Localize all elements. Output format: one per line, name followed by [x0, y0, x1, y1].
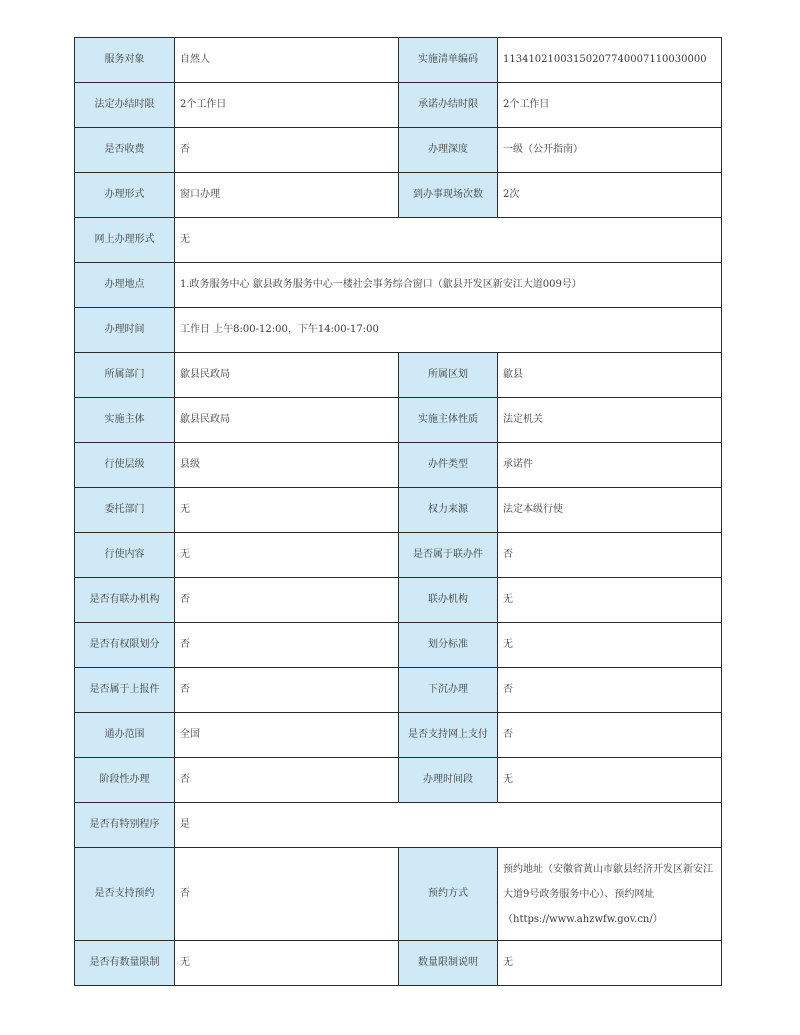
- table-row: [75, 488, 722, 533]
- table-row: [75, 713, 722, 758]
- field-value-has-division: 否: [175, 623, 399, 668]
- field-label-list-code: 实施清单编码: [399, 38, 498, 83]
- table-row: [75, 668, 722, 713]
- field-label-sink-handling: 下沉办理: [399, 668, 498, 713]
- field-label-special-procedure: 是否有特别程序: [75, 803, 175, 848]
- table-row: [75, 353, 722, 398]
- table-row: [75, 83, 722, 128]
- field-label-service-target: 服务对象: [75, 38, 175, 83]
- field-value-sink-handling: 否: [498, 668, 722, 713]
- field-value-depth: 一级（公开指南）: [498, 128, 722, 173]
- field-label-reservation: 是否支持预约: [75, 848, 175, 941]
- field-value-reservation: 否: [175, 848, 399, 941]
- field-value-has-joint-agency: 否: [175, 578, 399, 623]
- field-value-location: 1.政务服务中心 歙县政务服务中心一楼社会事务综合窗口（歙县开发区新安江大道009号）: [175, 263, 722, 308]
- field-value-division-standard: 无: [498, 623, 722, 668]
- table-row: [75, 128, 722, 173]
- field-label-staged: 阶段性办理: [75, 758, 175, 803]
- service-guide-table: [74, 37, 722, 986]
- field-label-level: 行使层级: [75, 443, 175, 488]
- field-label-handling-form: 办理形式: [75, 173, 175, 218]
- table-row: [75, 38, 722, 83]
- field-label-quantity-limit: 是否有数量限制: [75, 941, 175, 986]
- field-value-scope: 全国: [175, 713, 399, 758]
- table-row: [75, 398, 722, 443]
- field-value-handling-form: 窗口办理: [175, 173, 399, 218]
- field-label-joint-case: 是否属于联办件: [399, 533, 498, 578]
- table-row: [75, 941, 722, 986]
- field-value-level: 县级: [175, 443, 399, 488]
- table-row: [75, 308, 722, 353]
- field-value-implementer-nature: 法定机关: [498, 398, 722, 443]
- field-label-promised-time-limit: 承诺办结时限: [399, 83, 498, 128]
- field-value-service-target: 自然人: [175, 38, 399, 83]
- table-row: [75, 848, 722, 941]
- table-row: [75, 758, 722, 803]
- field-value-quantity-limit: 无: [175, 941, 399, 986]
- field-value-joint-case: 否: [498, 533, 722, 578]
- field-value-reservation-method: 预约地址（安徽省黄山市歙县经济开发区新安江大道9号政务服务中心）、预约网址（https://www.ahzwfw.gov.cn/）: [498, 848, 722, 941]
- field-label-has-division: 是否有权限划分: [75, 623, 175, 668]
- field-label-department: 所属部门: [75, 353, 175, 398]
- field-value-onsite-visits: 2次: [498, 173, 722, 218]
- field-value-joint-agency: 无: [498, 578, 722, 623]
- field-value-online-payment: 否: [498, 713, 722, 758]
- table-row: [75, 443, 722, 488]
- field-value-legal-time-limit: 2个工作日: [175, 83, 399, 128]
- field-label-scope: 通办范围: [75, 713, 175, 758]
- field-value-time-slot: 无: [498, 758, 722, 803]
- field-label-region: 所属区划: [399, 353, 498, 398]
- field-label-onsite-visits: 到办事现场次数: [399, 173, 498, 218]
- field-label-fee: 是否收费: [75, 128, 175, 173]
- field-value-fee: 否: [175, 128, 399, 173]
- field-label-location: 办理地点: [75, 263, 175, 308]
- field-label-division-standard: 划分标准: [399, 623, 498, 668]
- table-row: [75, 173, 722, 218]
- field-label-content: 行使内容: [75, 533, 175, 578]
- field-value-hours: 工作日 上午8:00-12:00，下午14:00-17:00: [175, 308, 722, 353]
- field-label-reservation-method: 预约方式: [399, 848, 498, 941]
- field-value-delegated-dept: 无: [175, 488, 399, 533]
- table-row: [75, 533, 722, 578]
- field-label-online-form: 网上办理形式: [75, 218, 175, 263]
- field-label-depth: 办理深度: [399, 128, 498, 173]
- table-row: [75, 578, 722, 623]
- field-label-has-joint-agency: 是否有联办机构: [75, 578, 175, 623]
- field-label-hours: 办理时间: [75, 308, 175, 353]
- table-row: [75, 263, 722, 308]
- field-value-list-code: 11341021003150207740007110030000: [498, 38, 722, 83]
- field-value-case-type: 承诺件: [498, 443, 722, 488]
- field-label-time-slot: 办理时间段: [399, 758, 498, 803]
- field-value-special-procedure: 是: [175, 803, 722, 848]
- field-label-legal-time-limit: 法定办结时限: [75, 83, 175, 128]
- table-row: [75, 218, 722, 263]
- field-value-implementer: 歙县民政局: [175, 398, 399, 443]
- field-value-promised-time-limit: 2个工作日: [498, 83, 722, 128]
- field-value-region: 歙县: [498, 353, 722, 398]
- field-value-quantity-limit-desc: 无: [498, 941, 722, 986]
- field-label-quantity-limit-desc: 数量限制说明: [399, 941, 498, 986]
- field-value-power-source: 法定本级行使: [498, 488, 722, 533]
- field-label-implementer: 实施主体: [75, 398, 175, 443]
- field-label-case-type: 办件类型: [399, 443, 498, 488]
- field-label-delegated-dept: 委托部门: [75, 488, 175, 533]
- field-value-staged: 否: [175, 758, 399, 803]
- field-label-power-source: 权力来源: [399, 488, 498, 533]
- field-value-online-form: 无: [175, 218, 722, 263]
- field-value-department: 歙县民政局: [175, 353, 399, 398]
- field-label-reported-case: 是否属于上报件: [75, 668, 175, 713]
- field-label-online-payment: 是否支持网上支付: [399, 713, 498, 758]
- field-label-joint-agency: 联办机构: [399, 578, 498, 623]
- field-value-content: 无: [175, 533, 399, 578]
- field-label-implementer-nature: 实施主体性质: [399, 398, 498, 443]
- field-value-reported-case: 否: [175, 668, 399, 713]
- table-row: [75, 803, 722, 848]
- table-row: [75, 623, 722, 668]
